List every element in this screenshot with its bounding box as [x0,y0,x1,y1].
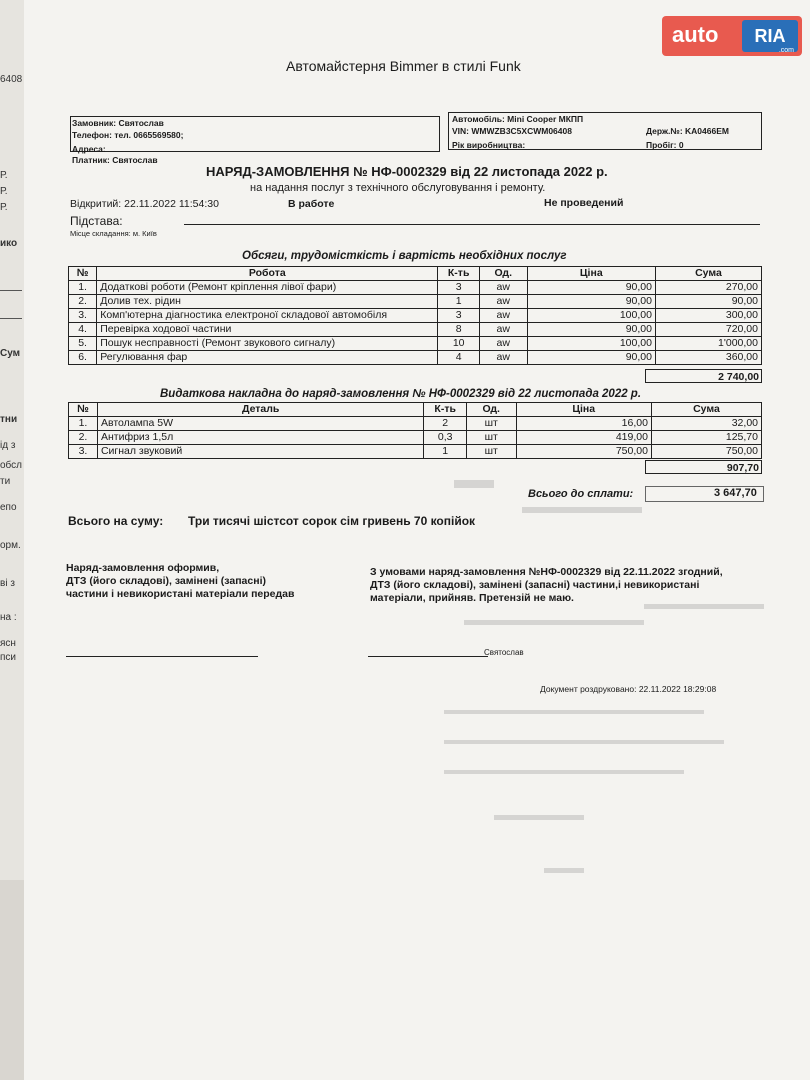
parts-header-row [69,403,762,417]
cell-price: 100,00 [527,309,655,323]
cell-number: 1. [69,417,98,431]
col-part: Деталь [97,403,423,417]
cell-work: Додаткові роботи (Ремонт кріплення лівої фари) [97,281,438,295]
print-timestamp: Документ роздруковано: 22.11.2022 18:29:08 [540,684,717,694]
table-row [69,309,762,323]
table-row [69,417,762,431]
cell-work: Перевірка ходової частини [97,323,438,337]
cell-number: 3. [69,309,97,323]
cell-qty: 0,3 [424,431,467,445]
strip-fragment: обсл [0,460,23,471]
strip-fragment: ві з [0,578,15,589]
cell-unit: шт [466,445,516,459]
cell-part: Автолампа 5W [97,417,423,431]
cell-qty: 4 [438,351,480,365]
to-pay-label: Всього до сплати: [528,488,634,500]
strip-fragment: Р. [0,202,8,213]
issuer-signature-line [66,656,258,657]
strip-fragment: Р. [0,170,8,181]
col-price: Ціна [516,403,651,417]
scan-smudge [544,868,584,873]
col-sum: Сума [655,267,761,281]
col-sum: Сума [651,403,761,417]
client-line: матеріали, прийняв. Претензій не маю. [370,592,574,604]
order-basis-label: Підстава: [70,214,123,228]
logo-auto-text: auto [672,22,719,47]
scan-smudge [644,604,764,609]
scan-smudge [464,620,644,625]
strip-fragment: на : [0,612,17,623]
services-header-row [69,267,762,281]
table-row [69,337,762,351]
cell-unit: шт [466,417,516,431]
sum-in-words: Три тисячі шістсот сорок сім гривень 70 копійок [188,514,476,528]
issuer-line: Наряд-замовлення оформив, [66,562,220,574]
vehicle-mileage: Пробіг: 0 [646,140,684,150]
cell-unit: aw [479,323,527,337]
strip-fragment: пси [0,652,17,663]
client-statement [370,566,723,605]
cell-sum: 125,70 [651,431,761,445]
shop-title: Автомайстерня Bimmer в стилі Funk [286,58,521,74]
cell-price: 90,00 [527,281,655,295]
cell-sum: 360,00 [655,351,761,365]
strip-fragment: епо [0,502,17,513]
customer-payer: Платник: Святослав [72,155,158,165]
strip-fragment: ясн [0,638,16,649]
parts-heading: Видаткова накладна до наряд-замовлення № НФ-0002329 від 22 листопада 2022 р. [160,388,642,400]
cell-part: Антифриз 1,5л [97,431,423,445]
client-signature-name: Святослав [484,648,524,657]
cell-price: 750,00 [516,445,651,459]
issuer-statement [66,562,294,601]
cell-unit: aw [479,295,527,309]
cell-number: 3. [69,445,98,459]
strip-fragment: орм. [0,540,21,551]
cell-sum: 300,00 [655,309,761,323]
scan-smudge [444,740,724,744]
cell-sum: 1'000,00 [655,337,761,351]
col-unit: Од. [479,267,527,281]
order-subtitle: на надання послуг з технічного обслуговування і ремонту. [250,182,546,194]
strip-fragment: ід з [0,440,16,451]
strip-fragment: 6408 [0,74,23,85]
to-pay-value: 3 647,70 [714,487,757,499]
services-table [68,266,762,365]
parts-total: 907,70 [645,460,762,474]
cell-qty: 8 [438,323,480,337]
parts-table [68,402,762,459]
cell-work: Регулювання фар [97,351,438,365]
cell-number: 4. [69,323,97,337]
strip-rule [0,318,22,319]
cell-number: 2. [69,295,97,309]
cell-sum: 750,00 [651,445,761,459]
scan-smudge [454,480,494,488]
cell-number: 2. [69,431,98,445]
strip-rule [0,290,22,291]
cell-unit: шт [466,431,516,445]
cell-work: Долив тех. рідин [97,295,438,309]
strip-fragment: Р. [0,186,8,197]
customer-address: Адреса: [72,144,106,154]
strip-fragment: ико [0,238,18,249]
col-number: № [69,403,98,417]
autoria-logo [662,16,802,56]
table-row [69,295,762,309]
cell-number: 5. [69,337,97,351]
cell-price: 419,00 [516,431,651,445]
cell-number: 1. [69,281,97,295]
cell-sum: 270,00 [655,281,761,295]
vehicle-plate: Держ.№: KA0466EM [646,126,729,136]
cell-number: 6. [69,351,97,365]
strip-fragment: ти [0,476,11,487]
col-work: Робота [97,267,438,281]
cell-unit: aw [479,309,527,323]
cell-price: 90,00 [527,295,655,309]
strip-fragment: Сум [0,348,21,359]
cell-price: 90,00 [527,351,655,365]
issuer-line: частини і невикористані матеріали передав [66,588,295,600]
cell-price: 90,00 [527,323,655,337]
order-warehouse: Місце складання: м. Київ [70,229,157,238]
col-qty: К-ть [438,267,480,281]
cell-work: Пошук несправності (Ремонт звукового сигналу) [97,337,438,351]
order-status: В работе [288,198,335,210]
scan-smudge [444,770,684,774]
order-opened: Відкритий: 22.11.2022 11:54:30 [70,198,219,210]
cell-unit: aw [479,337,527,351]
logo-ria-text: RIA [754,26,786,46]
logo-domain: .com [778,47,794,54]
order-title: НАРЯД-ЗАМОВЛЕННЯ № НФ-0002329 від 22 листопада 2022 р. [206,164,608,179]
basis-line [184,224,760,225]
client-signature-line [368,656,488,657]
cell-qty: 3 [438,309,480,323]
cell-unit: aw [479,351,527,365]
customer-name: Замовник: Святослав [72,118,164,128]
order-posted-status: Не проведений [544,197,624,209]
table-row [69,431,762,445]
col-unit: Од. [466,403,516,417]
cell-qty: 2 [424,417,467,431]
cell-price: 100,00 [527,337,655,351]
cell-qty: 1 [424,445,467,459]
scan-smudge [522,507,642,513]
strip-fragment: тни [0,414,18,425]
cell-qty: 1 [438,295,480,309]
vehicle-vin: VIN: WMWZB3C5XCWM06408 [452,126,572,136]
cell-sum: 720,00 [655,323,761,337]
cell-part: Сигнал звуковий [97,445,423,459]
issuer-line: ДТЗ (його складові), замінені (запасні) [66,575,266,587]
services-total: 2 740,00 [645,369,762,383]
cell-qty: 3 [438,281,480,295]
scan-smudge [444,710,704,714]
customer-phone: Телефон: тел. 0665569580; [72,130,184,140]
col-qty: К-ть [424,403,467,417]
table-row [69,351,762,365]
scan-smudge [494,815,584,820]
table-row [69,323,762,337]
client-line: ДТЗ (його складові), замінені (запасні) частини,і невикористані [370,579,700,591]
client-line: З умовами наряд-замовлення №НФ-0002329 від 22.11.2022 згодний, [370,566,723,578]
cell-unit: aw [479,281,527,295]
sum-label: Всього на суму: [68,514,164,528]
services-heading: Обсяги, трудомісткість і вартість необхідних послуг [242,250,567,262]
cell-qty: 10 [438,337,480,351]
vehicle-model: Автомобіль: Mini Cooper МКПП [452,114,584,124]
col-number: № [69,267,97,281]
table-row [69,445,762,459]
cell-sum: 90,00 [655,295,761,309]
cell-price: 16,00 [516,417,651,431]
order-document [24,0,810,1080]
vehicle-year: Рік виробництва: [452,140,526,150]
col-price: Ціна [527,267,655,281]
cell-sum: 32,00 [651,417,761,431]
cell-work: Комп'ютерна діагностика електроної складової автомобіля [97,309,438,323]
table-row [69,281,762,295]
